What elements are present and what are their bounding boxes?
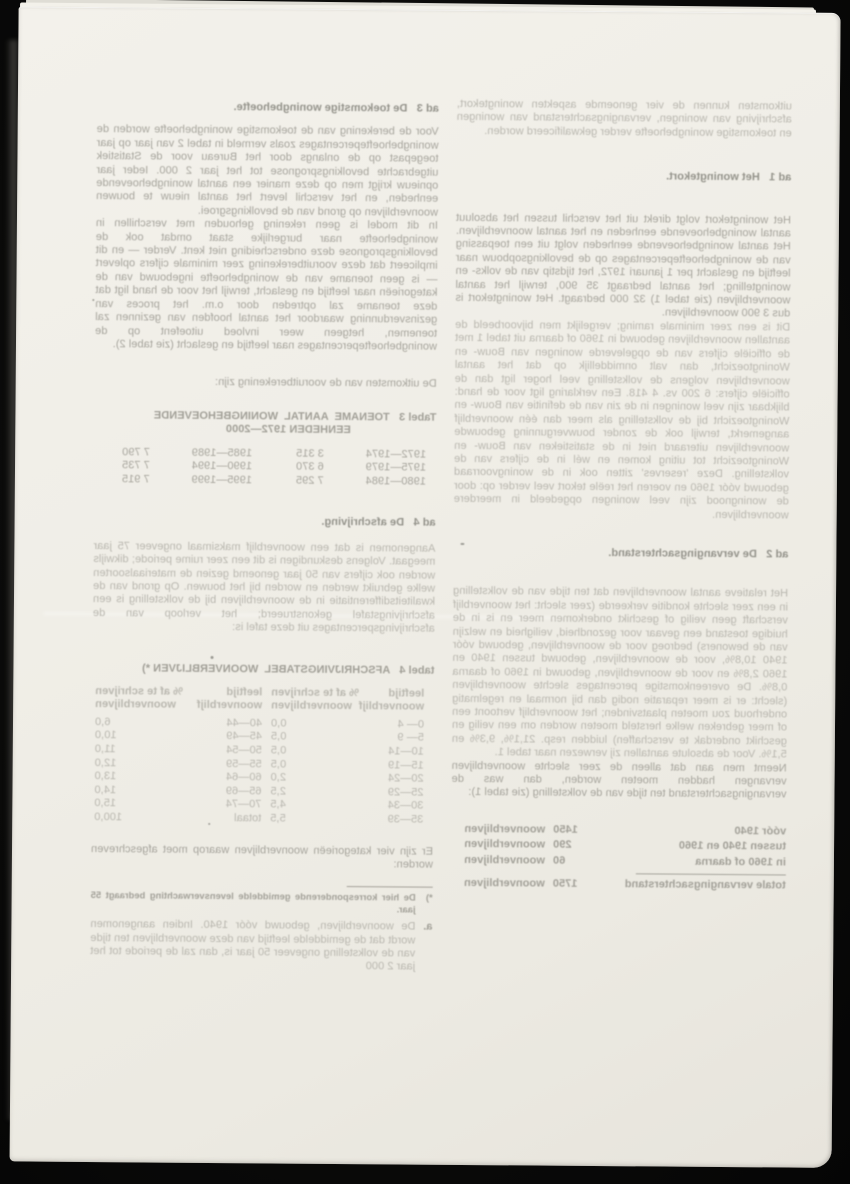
table-cell: 1972—1974 (365, 447, 427, 461)
table-cell: 30—34 (387, 799, 424, 812)
table-cell: 7 790 (122, 445, 150, 459)
table-cell: 14,0 (94, 783, 117, 796)
list-item-a (90, 918, 432, 974)
table-cell: 100,0 (94, 810, 123, 824)
summary-label: vóór 1940 (734, 824, 787, 838)
table-cell: 1995—1999 (191, 473, 252, 486)
summary-total-unit: woonverblijven (463, 877, 545, 890)
table-cell: 45—49 (226, 730, 262, 743)
summary-value: 60 (552, 854, 566, 867)
table-cell: 15—19 (387, 758, 424, 772)
vervangingsachterstand-summary (451, 822, 787, 894)
table-cell: 1985—1989 (191, 446, 253, 459)
table-cell: 11,0 (94, 743, 116, 756)
footnote-marker: *) (425, 893, 433, 904)
results-intro: De uitkomsten van de vooruitberekening zijn: (214, 376, 437, 391)
paragraph-neemt-men-aan: Neemt men aan dat alleen de zeer slechte woonverblijven vervangen hadden moeten worden, dan was de vervangingsachterstand ten tijde van de volkstelling (zie tabel 1): (451, 759, 787, 801)
table-cell: 2,0 (270, 771, 287, 784)
table-cell: 15,0 (94, 797, 117, 810)
tabel4-caption: tabel 4 AFSCHRIJVINGSTABEL WOONVERBLIJVEN *) (141, 661, 435, 677)
table-cell: 20—24 (387, 772, 424, 785)
left-column (90, 95, 439, 974)
table-header-cell: leeftijd woonverblijf (358, 687, 425, 714)
paragraph-woningtekort: Het woningtekort volgt direkt uit het verschil tussen het absoluut aantal woningbehoevende eenheden en het aantal woonverblijven. Het aantal woningbehoevende eenheden volgt uit een toepassing van de woningbehoeftepercentages op de bevolkingsopbouw naar leeftijd en geslacht per 1 januari 1972, het tijdstip van de volks- en woningtelling; het aantal bedraagt 35 900, terwijl het aantal woonverblijven (zie tabel 1) 32 000 bedraagt. Het woningtekort is dus 3 900 woonverblijven. (455, 211, 792, 320)
summary-total-rule (636, 873, 786, 875)
table-cell: 4,5 (270, 798, 286, 811)
summary-total-label: totale vervangingsachterstand (624, 878, 786, 892)
summary-total-row (451, 876, 786, 894)
table-cell: 0,5 (270, 730, 287, 743)
tabel3-caption-line2: EENHEDEN 1972—2000 (225, 423, 351, 437)
table-cell: 70—74 (225, 798, 262, 811)
paragraph-vier-kategorieen: Er zijn vier kategorieën woonverblijven waarop moet afgeschreven worden: (90, 842, 434, 871)
footnote-text: De hier korresponderende gemiddelde levensverwachting bedraagt 55 jaar. (90, 890, 416, 915)
table-spacer (252, 474, 296, 488)
table-header-cell: % af te schrijven woonverblijven (271, 686, 359, 713)
summary-total-value: 1750 (552, 877, 578, 890)
paragraph-model: In dit model is geen rekening gehouden met verschillen in woningbehoefte naar burgerlijke staat omdat ook de bevolkingsprognose deze onderscheiding niet kent. Verder — en dit impliceert dat deze vooruitberekening zeer minimale cijfers oplevert — is geen toename van de woningbehoefte ingebouwd van de kategorieën naar leeftijd en geslacht, terwijl het voor de hand ligt dat deze toename zal optreden door o.m. het proces van gezinsverdunning waardoor het aantal hoofden van gezinnen zal toenemen, hetgeen weer invloed uitoefent op de woningbehoeftepercentages naar leeftijd en geslacht (zie tabel 2). (95, 217, 438, 353)
intro-paragraph: uitkomsten kunnen de vier genoemde aspekten woningtekort, afschrijving van woningen, vervangingsachterstand van woningen en toekomstige woningbehoefte verder gekwalificeerd worden. (456, 97, 792, 140)
table-spacer (252, 447, 296, 461)
summary-label: tussen 1940 en 1960 (678, 839, 787, 853)
table-cell: 5,5 (270, 812, 286, 825)
tabel4-afschrijvingstabel (91, 685, 434, 827)
table-cell: 1980—1984 (365, 474, 426, 488)
table-cell: 7 735 (121, 459, 150, 472)
summary-value: 290 (553, 838, 572, 852)
summary-unit: woonverblijven (464, 822, 546, 836)
table-cell: 35—39 (387, 813, 424, 826)
summary-label: in 1960 of daarna (695, 855, 786, 869)
table-cell: 50—54 (226, 744, 262, 757)
summary-unit: woonverblijven (464, 853, 545, 867)
table-cell: 5— 9 (397, 731, 424, 745)
summary-row (451, 853, 786, 871)
table-cell: 60—64 (225, 771, 262, 784)
table-spacer (252, 460, 296, 474)
list-item-text: De woonverblijven, gebouwd vóór 1940. Indien aangenomen wordt dat de gemiddelde leeftijd van deze woonverblijven ten tijde van de volkstelling ongeveer 50 jaar is, dan zal de periode tot het jaar 2 000 (90, 918, 416, 973)
tabel3-caption-line1: Tabel 3 TOENAME AANTAL WONINGBEHOEVENDE (153, 409, 437, 424)
summary-unit: woonverblijven (464, 838, 546, 851)
table-cell: 0,0 (270, 717, 287, 730)
table-cell: 1990—1994 (191, 459, 253, 473)
footnote (91, 890, 433, 915)
paragraph-konditie: Het relatieve aantal woonverblijven dat ten tijde van de volkstelling in een zeer slechte konditie verkeerde (zeer slecht: het woonverblijf verschaft geen veilig of geschikt onderkomen meer en is in de huidige toestand een gevaar voor gezondheid, veiligheid en welzijn van de bewoners) bedroeg voor de woonverblijven, gebouwd vóór 1940 10,8%, voor de woonverblijven, gebouwd tussen 1940 en 1960 2,8% en voor de woonverblijven, gebouwd in 1960 of daarna 0,8%. De overeenkomstige percentages slechte woonverblijven (slecht: er is meer reparatie nodig dan bij normaal en regelmatig onderhoud zou moeten plaatsvinden; het woonverblijf vertoont een of meer gebreken welke hersteld moeten worden om een veilig en geschikt onderdak te verschaffen) luidden resp. 21,1%, 9,3% en 5,1%. Voor de absolute aantallen zij verwezen naar tabel 1. (451, 585, 789, 761)
heading-ad4-afschrijving: ad 4 De afschrijving. (321, 516, 436, 530)
list-item-marker: a. (423, 920, 433, 933)
table-cell: 10,0 (94, 729, 117, 742)
table-cell: 55—59 (225, 757, 262, 770)
table-cell: 0,5 (270, 744, 287, 757)
table-cell: 0— 4 (397, 718, 425, 731)
table-cell: 10—14 (388, 745, 424, 758)
heading-ad1-woningtekort: ad 1 Het woningtekort. (665, 170, 792, 184)
right-column (450, 98, 792, 977)
mirrored-bleedthrough-text (10, 6, 841, 1167)
table-cell: 1975—1979 (365, 461, 427, 474)
table-cell: 25—29 (387, 786, 424, 799)
summary-value: 1450 (553, 823, 578, 836)
footnote-rule (347, 886, 433, 888)
table-cell: 2,5 (270, 785, 286, 798)
table-cell: 65—69 (225, 784, 262, 798)
table-cell: 0,5 (270, 757, 287, 771)
tabel3-toename-eenheden (94, 446, 436, 489)
paragraph-raming: Dit is een zeer minimale raming; vergelijkt men bijvoorbeeld de aantallen woonverblijven gebouwd in 1960 of daarna uit tabel 1 met de officiële cijfers van de opgeleverde woningen van Bouw- en Woningtoezicht, dan valt onmiddellijk op dat het aantal woonverblijven volgens de volkstelling veel hoger ligt dan de officiële cijfers: 6 200 vs. 4 418. Een verklaring ligt voor de hand: blijkbaar zijn veel woningen in de zin van de definitie van Bouw- en Woningtoezicht bij de volkstelling als meer dan één woonverblijf aangemerkt, terwijl ook de zonder bouwvergunning gebouwde woonverblijven uiteraard niet in de statistieken van Bouw- en Woningtoezicht tot uiting komen en wél in de cijfers van de volkstelling. Deze 'reserves' zitten ook in de woningvoorraad gebouwd vóór 1960 en voeren het reële tekort veel verder op: door de woningnood zijn veel woningen opgedeeld in meerdere woonverblijven. (453, 318, 791, 522)
table-row (94, 473, 426, 489)
table-cell: 13,0 (94, 770, 117, 783)
table-cell: 7 295 (295, 474, 324, 487)
table-cell: totaal (234, 812, 262, 825)
table-header-cell: % af te schrijven woonverblijven (95, 685, 183, 712)
table-cell: 6,0 (94, 715, 111, 728)
paragraph-berekening: Voor de berekening van de toekomstige woningbehoefte worden de woningbehoeftepercentages zoals vermeld in tabel 2 van jaar op jaar toegepast op de onlangs door het Bureau voor de Statistiek uitgebrachte bevolkingsprognose tot het jaar 2 000. Ieder jaar opnieuw krijgt men op deze manier een aantal woningbehoevende eenheden, en het verschil levert het aantal nieuw te bouwen woonverblijven op grond van de bevolkingsgroei. (96, 123, 439, 219)
table-cell: 40—44 (226, 716, 263, 730)
heading-ad2-vervangingsachterstand: ad 2 De vervangingsachterstand. (608, 547, 789, 561)
table-header-cell: leeftijd woonverblijf (196, 686, 263, 712)
paragraph-afschrijving: Aangenomen is dat een woonverblijf maksimaal ongeveer 75 jaar meegaat. Volgens deskundigen is dit een zeer ruime periode; dikwijls worden ook cijfers van 50 jaar genoemd gezien de materiaalsoorten welke gebruikt werden en worden bij het bouwen. Op grond van de kwaliteitsdifferentiatie in de woonverblijven bij de volkstelling is een afschrijvingstafel gekonstrueerd; het verloop van de afschrijvingspercentages uit deze tafel is: (92, 539, 436, 635)
document-page (10, 6, 841, 1167)
table-cell: 3 315 (296, 447, 324, 460)
heading-ad3-toekomstige-woningbehoefte: ad 3 De toekomstige woningbehoefte. (233, 101, 439, 115)
table-cell: 7 915 (121, 472, 150, 486)
table-cell: 6 370 (295, 460, 324, 473)
table-cell: 12,0 (94, 756, 117, 769)
